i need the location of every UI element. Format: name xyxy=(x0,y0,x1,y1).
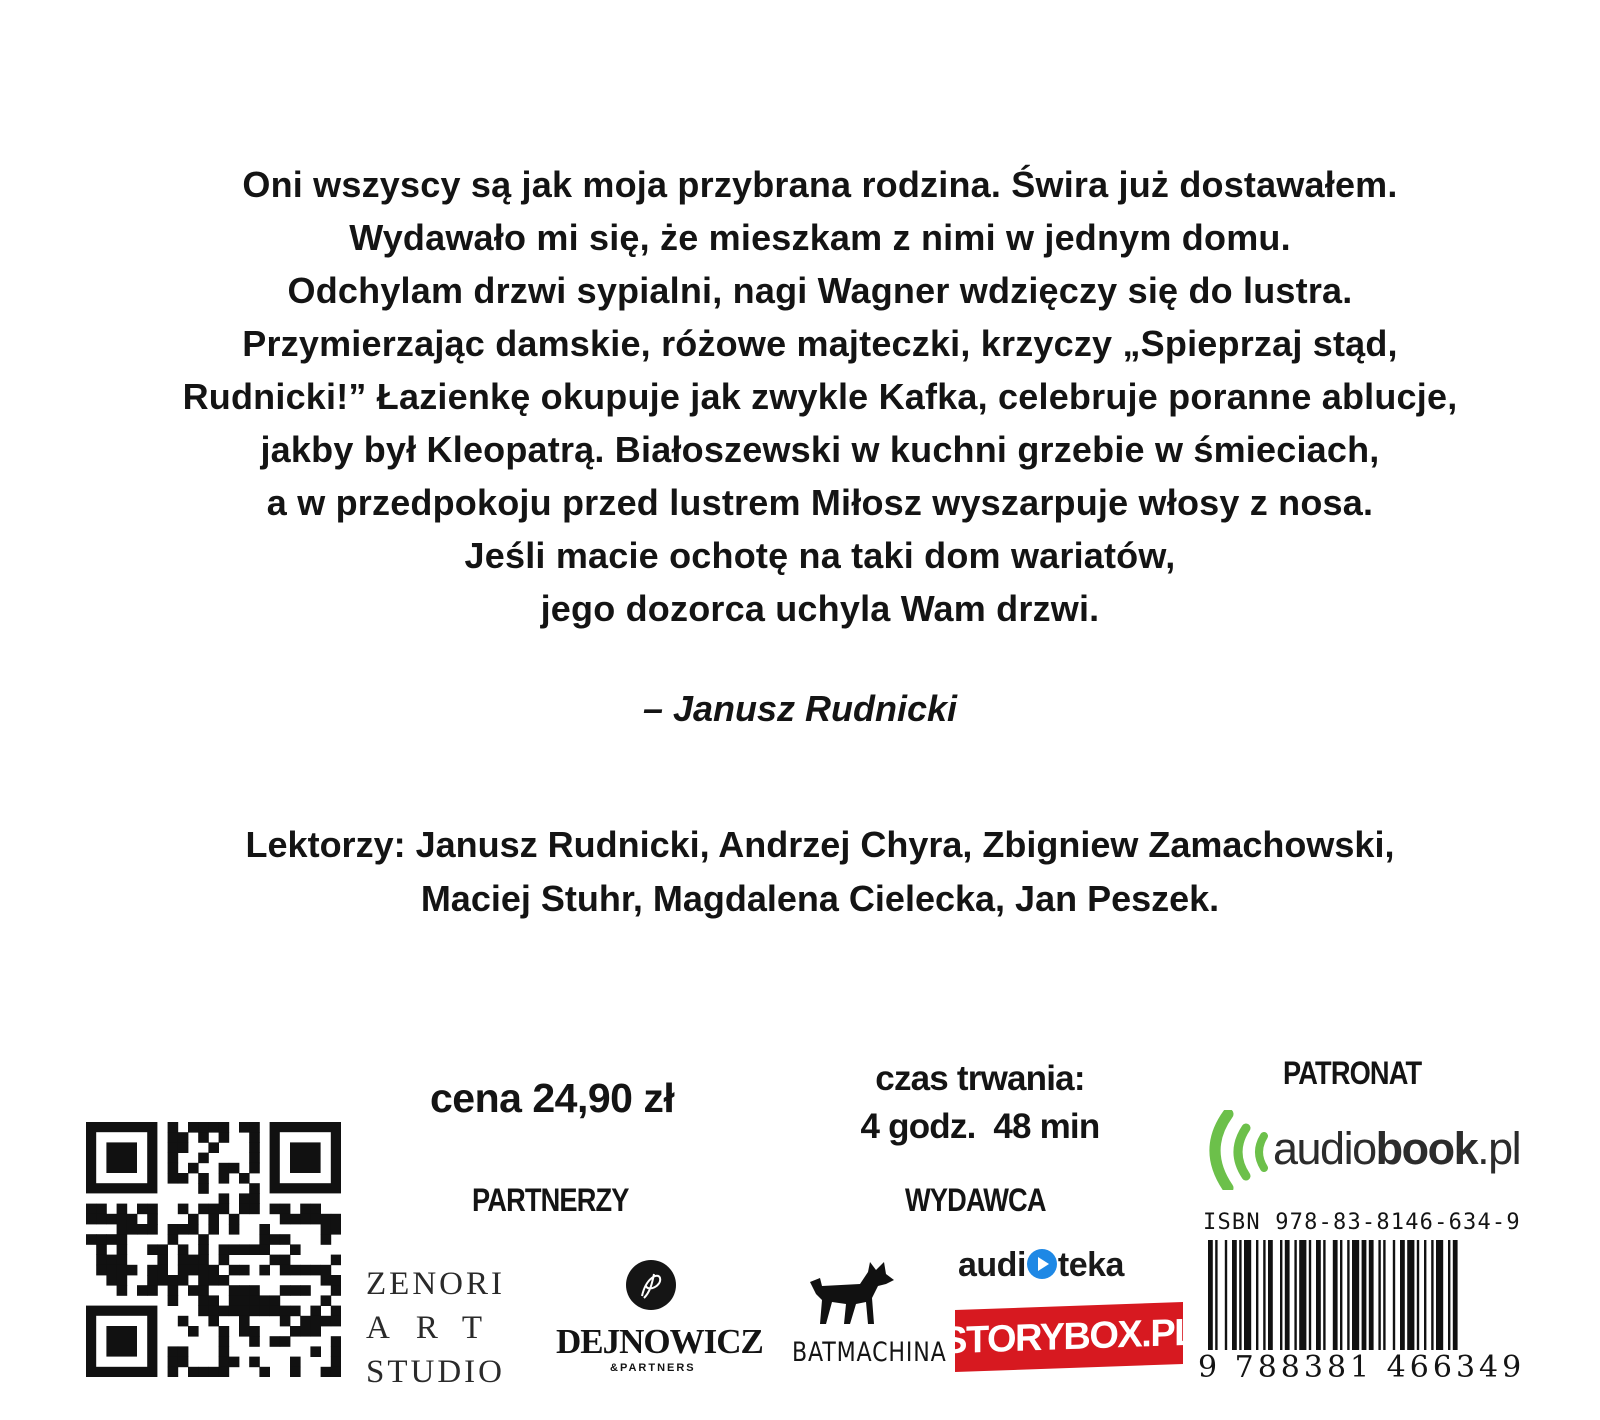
duration-label: czas trwania: xyxy=(875,1059,1085,1098)
dejnowicz-logo: DEJNOWICZ xyxy=(556,1322,763,1361)
storybox-logo: STORYBOX.PL xyxy=(955,1302,1183,1372)
audioteka-play-icon xyxy=(1026,1248,1058,1280)
batmachina-logo: BATMACHINA xyxy=(792,1337,947,1368)
zenori-logo-line: STUDIO xyxy=(366,1354,505,1390)
zenori-logo-line: ART xyxy=(366,1310,509,1346)
qr-code-icon xyxy=(86,1122,341,1377)
dejnowicz-logo-sub: &PARTNERS xyxy=(610,1362,696,1374)
barcode-icon xyxy=(1208,1240,1523,1350)
duration xyxy=(830,1055,1130,1151)
patronat-label: PATRONAT xyxy=(1283,1055,1422,1091)
quote-line: Jeśli macie ochotę na taki dom wariatów, xyxy=(464,535,1176,576)
price: cena 24,90 zł xyxy=(430,1075,675,1121)
quote-line: Przymierzając damskie, różowe majteczki, krzyczy „Spieprzaj stąd, xyxy=(242,323,1398,364)
quote-line: Rudnicki!” Łazienkę okupuje jak zwykle Kafka, celebruje poranne ablucje, xyxy=(182,376,1458,417)
readers-line: Maciej Stuhr, Magdalena Cielecka, Jan Peszek. xyxy=(420,878,1220,919)
audioteka-logo-right: teka xyxy=(1057,1246,1124,1284)
zenori-logo-line: ZENORI xyxy=(366,1266,505,1302)
partnerzy-label: PARTNERZY xyxy=(472,1182,629,1218)
zenori-logo xyxy=(366,1262,516,1394)
audiobook-logo xyxy=(1273,1123,1520,1175)
quote-line: Oni wszyscy są jak moja przybrana rodzina. Świra już dostawałem. xyxy=(242,164,1398,205)
batmachina-dog-icon xyxy=(806,1258,898,1330)
audioteka-logo xyxy=(958,1246,1124,1285)
duration-value: 4 godz. 48 min xyxy=(860,1107,1100,1146)
quote-line: Wydawało mi się, że mieszkam z nimi w jednym domu. xyxy=(349,217,1291,258)
wydawca-label: WYDAWCA xyxy=(905,1182,1046,1218)
readers-block xyxy=(40,818,1600,926)
quote-author: – Janusz Rudnicki xyxy=(642,688,958,729)
quote-line: jego dozorca uchyla Wam drzwi. xyxy=(540,588,1100,629)
audiobook-logo-suffix: .pl xyxy=(1477,1123,1521,1174)
audiobook-logo-regular: audio xyxy=(1273,1123,1376,1174)
isbn-text: ISBN 978-83-8146-634-9 xyxy=(1203,1210,1521,1235)
audiobook-logo-bold: book xyxy=(1375,1123,1478,1174)
quote-block xyxy=(40,158,1600,635)
quote-line: Odchylam drzwi sypialni, nagi Wagner wdzięczy się do lustra. xyxy=(287,270,1353,311)
audioteka-logo-left: audi xyxy=(958,1246,1026,1284)
barcode-digits: 9 788381 466349 xyxy=(1198,1350,1526,1385)
quote-line: jakby był Kleopatrą. Białoszewski w kuchni grzebie w śmieciach, xyxy=(260,429,1380,470)
dejnowicz-emblem-icon xyxy=(624,1258,678,1312)
quote-line: a w przedpokoju przed lustrem Miłosz wyszarpuje włosy z nosa. xyxy=(266,482,1374,523)
readers-line: Lektorzy: Janusz Rudnicki, Andrzej Chyra, Zbigniew Zamachowski, xyxy=(245,824,1395,865)
